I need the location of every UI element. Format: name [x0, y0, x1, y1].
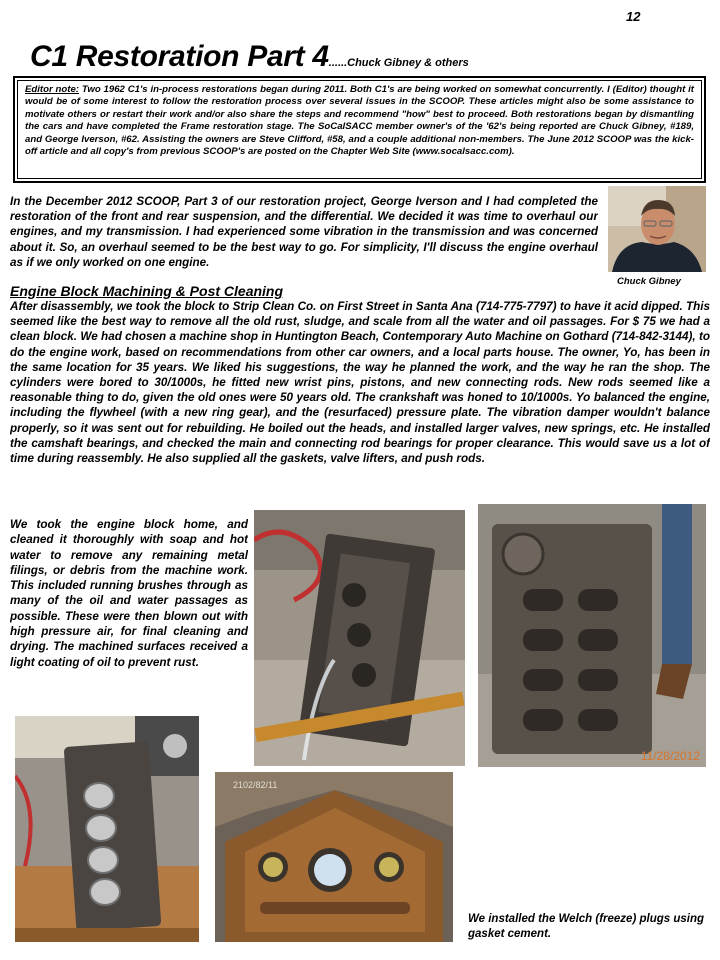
editor-note	[17, 80, 702, 179]
cleaning-paragraph: We took the engine block home, and cleaned it thoroughly with soap and hot water to remove any remaining metal filings, or debris from the machine work. This included running brushes through as many of the oil and water passages as possible. These were then blown out with high pressure air, for final cleaning and drying. The machined surfaces received a light coating of oil to prevent rust.	[10, 518, 248, 669]
photo-date-stamp-end: 2102/82/11	[233, 780, 278, 790]
author-portrait	[608, 186, 706, 272]
machining-paragraph: After disassembly, we took the block to Strip Clean Co. on First Street in Santa Ana (714-775-7797) to have it acid dipped. This seemed like the best way to remove all the old rust, sludge, and scale from all the water and oil passages. For $ 75 we had a clean block. We had chosen a machine shop in Huntington Beach, Contemporary Auto Machine on Gothard (714-842-3144), to do the engine work, based on recommendations from other car owners, and a local parts house. The owner, Yo, has been in the same location for 35 years. We liked his suggestions, the way he planned the work, and the way he ran the shop. The cylinders were bored to 30/1000s, he fitted new wrist pins, pistons, and new connecting rods. New rods seemed like a reasonable thing to do, given the old ones were 50 years old. The crankshaft was honed to 10/1000s. Yo balanced the engine, including the flywheel (with a new ring gear), and the (resurfaced) pressure plate. The vibration damper wouldn't balance properly, so it was sent out for rebuilding. He boiled out the heads, and installed larger valves, new springs, etc. He installed the camshaft bearings, and checked the main and connecting rod bearings for proper clearance. This would save us a lot of time during reassembly. He also supplied all the gaskets, valve lifters, and push rods.	[10, 300, 710, 466]
photo-date-stamp: 11/28/2012	[640, 749, 700, 763]
editor-note-text: Two 1962 C1's in-process restorations began during 2011. Both C1's are being worked on somewhat concurrently. I (Editor) thought it would be of some interest to follow the restoration process over several issues in the SCOOP. These articles might also be some assistance to motivate others or restart their work and/or also share the steps and recommend "how" best to proceed. Both restorations began by dismantling the cars and have completed the Frame restoration stage. The SoCalSACC member owner's of the '62's being reported are Chuck Gibney, #189, and George Iverson, #62. Assisting the owners are Steve Clifford, #58, and a couple additional non-members. The June 2012 SCOOP was the kick-off article and all copy's from previous SCOOP's are posted on the Chapter Web Site (www.socalsacc.com).	[25, 84, 694, 158]
photo-block-washing	[254, 510, 465, 766]
portrait-caption: Chuck Gibney	[617, 276, 681, 287]
welch-plug-caption: We installed the Welch (freeze) plugs using gasket cement.	[468, 913, 705, 940]
photo-block-upright	[478, 504, 706, 767]
page-number: 12	[626, 9, 641, 24]
intro-paragraph: In the December 2012 SCOOP, Part 3 of our restoration project, George Iverson and I had completed the restoration of the front and rear suspension, and the differential. We decided it was time to overhaul our engines, and my transmission. I had experienced some vibration in the transmission and was concerned about it. So, an overhaul seemed to be the best way to go. For simplicity, I'll discuss the engine overhaul as if we only worked on one engine.	[10, 195, 598, 269]
article-byline: ......Chuck Gibney & others	[328, 57, 469, 69]
section-heading: Engine Block Machining & Post Cleaning	[10, 283, 284, 299]
editor-note-box	[13, 76, 706, 183]
page-title	[30, 40, 469, 74]
article-title: C1 Restoration Part 4	[30, 40, 329, 73]
photo-welch-plugs	[215, 772, 453, 942]
photo-block-cylinders	[15, 716, 199, 942]
editor-note-label: Editor note:	[25, 84, 80, 95]
